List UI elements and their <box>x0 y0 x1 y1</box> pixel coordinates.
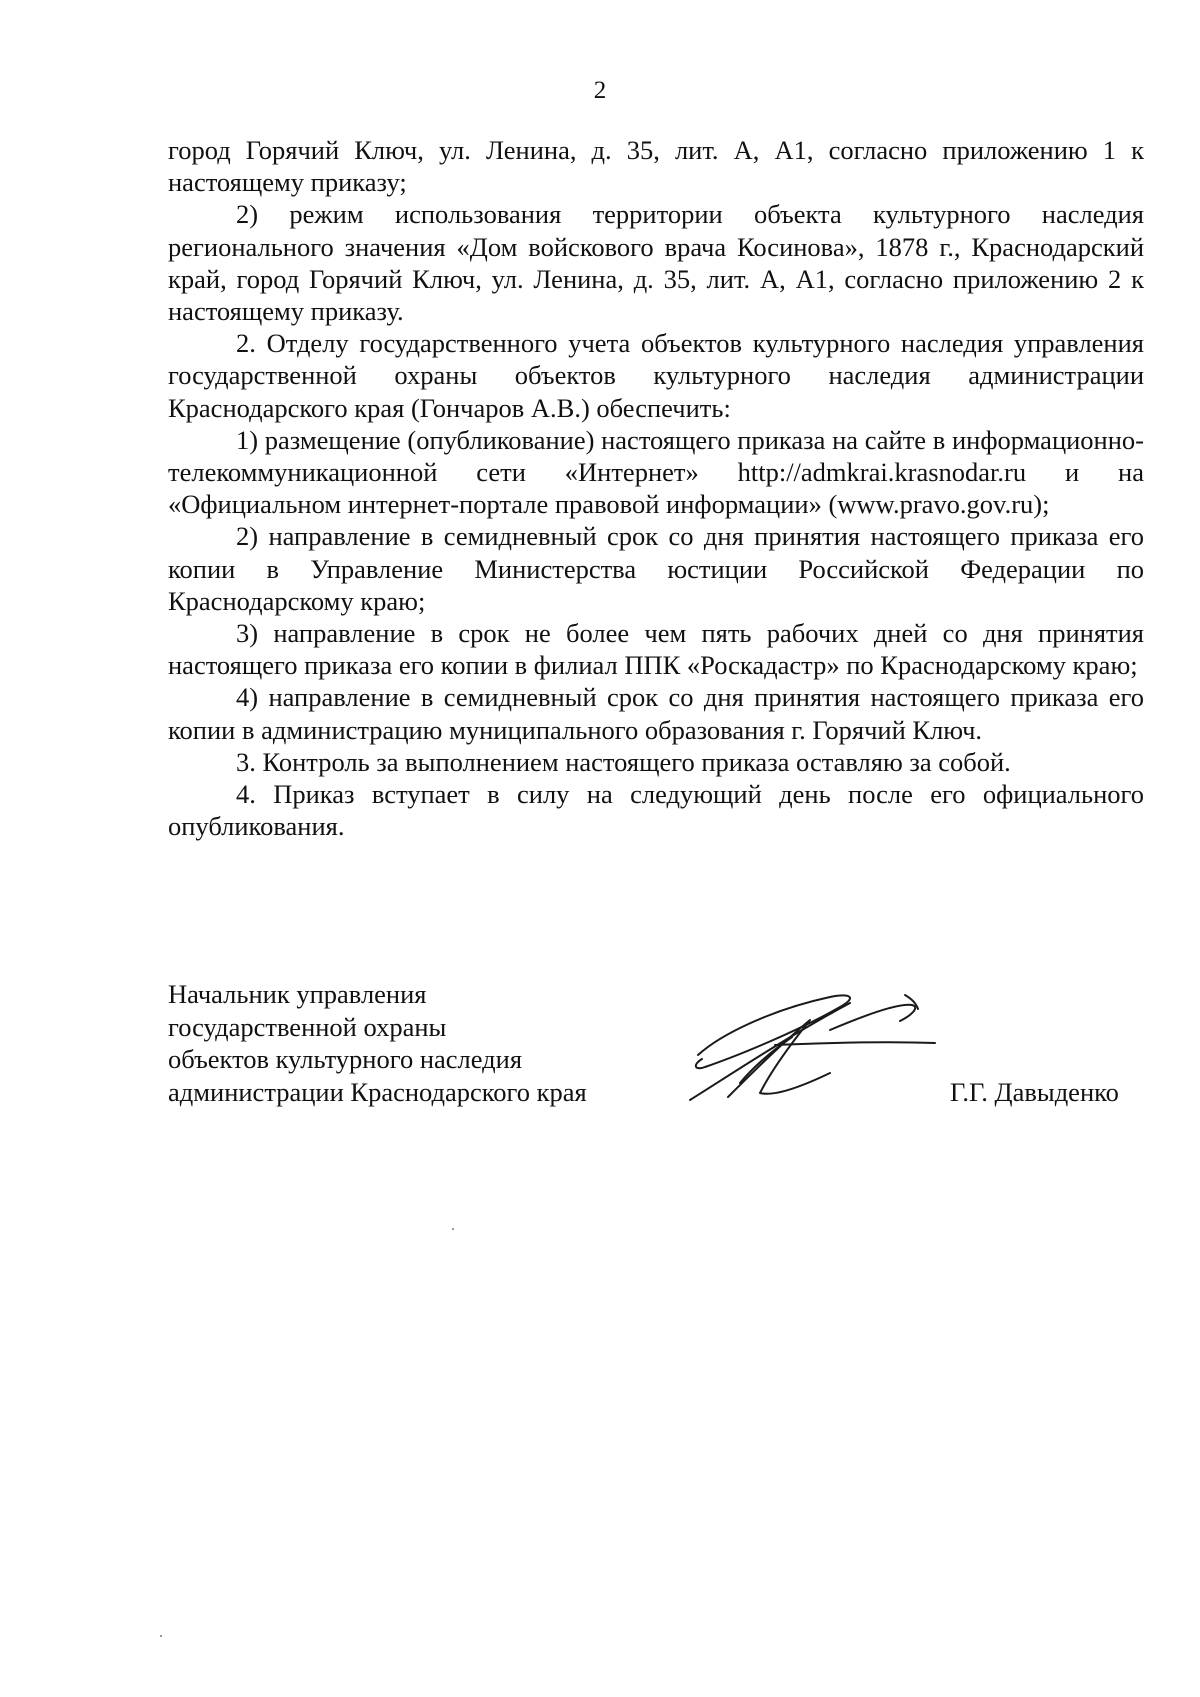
signatory-title <box>168 978 587 1108</box>
paragraph-roskadastr: 3) направление в срок не более чем пять рабочих дней со дня принятия настоящего приказа его копии в филиал ППК «Роскадастр» по Краснодарскому краю; <box>168 618 1144 681</box>
paragraph-usage-regime: 2) режим использования территории объекта культурного наследия регионального значения «Дом войскового врача Косинова», 1878 г., Краснодарский край, город Горячий Ключ, ул. Ленина, д. 35, лит. А, А1, согласно приложению 2 к настоящему приказу. <box>168 199 1144 327</box>
handwritten-signature <box>680 985 960 1105</box>
paragraph-item-2: 2. Отделу государственного учета объектов культурного наследия управления государственной охраны объектов культурного наследия администрации Краснодарского края (Гончаров А.В.) обеспечить: <box>168 328 1144 423</box>
signatory-title-line: администрации Краснодарского края <box>168 1076 587 1107</box>
paragraph-publication: 1) размещение (опубликование) настоящего приказа на сайте в информационно-телекоммуникационной сети «Интернет» http://admkrai.krasnodar.ru и на «Официальном интернет-портале правовой информации» (www.pravo.gov.ru); <box>168 424 1144 520</box>
paragraph-continuation: город Горячий Ключ, ул. Ленина, д. 35, лит. А, А1, согласно приложению 1 к настоящему приказу; <box>168 135 1144 198</box>
page-number: 2 <box>593 77 607 104</box>
paragraph-municipal-admin: 4) направление в семидневный срок со дня принятия настоящего приказа его копии в администрацию муниципального образования г. Горячий Ключ. <box>168 682 1144 745</box>
paragraph-item-3-control: 3. Контроль за выполнением настоящего приказа оставляю за собой. <box>236 746 1011 777</box>
signer-name: Г.Г. Давыденко <box>950 1077 1119 1107</box>
scan-speck <box>452 1228 454 1230</box>
paragraph-item-4-effect: 4. Приказ вступает в силу на следующий день после его официального опубликования. <box>168 779 1144 842</box>
signatory-title-line: государственной охраны <box>168 1011 447 1042</box>
signatory-title-line: Начальник управления <box>168 979 427 1009</box>
order-body-text <box>168 134 1144 842</box>
scan-speck <box>160 1635 162 1637</box>
paragraph-ministry-justice: 2) направление в семидневный срок со дня принятия настоящего приказа его копии в Управление Министерства юстиции Российской Федерации по Краснодарскому краю; <box>168 521 1144 616</box>
signatory-title-line: объектов культурного наследия <box>168 1044 523 1074</box>
